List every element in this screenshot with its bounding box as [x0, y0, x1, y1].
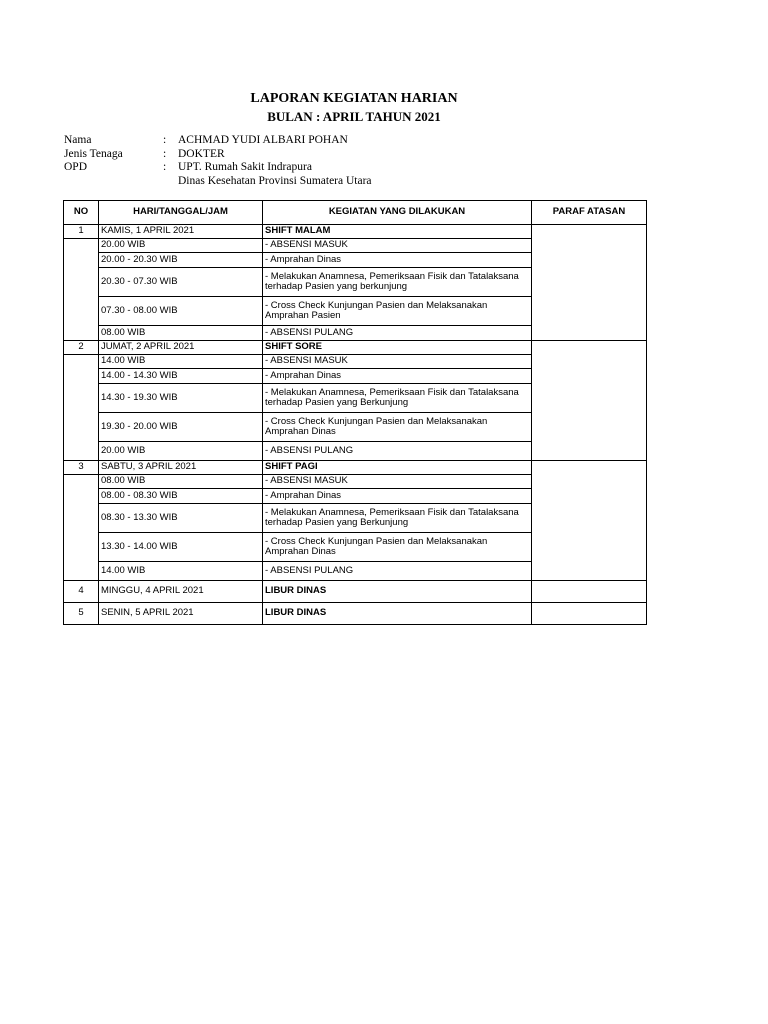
row-time: 20.00 WIB: [99, 442, 263, 461]
row-number: 1: [64, 225, 99, 239]
row-activity: - Cross Check Kunjungan Pasien dan Melaksanakan Amprahan Dinas: [263, 533, 532, 562]
signature-cell: [532, 225, 647, 341]
info-value: ACHMAD YUDI ALBARI POHAN: [178, 134, 348, 146]
table-row: [64, 341, 647, 355]
row-activity: - Melakukan Anamnesa, Pemeriksaan Fisik dan Tatalaksana terhadap Pasien yang berkunjung: [263, 268, 532, 297]
row-time: 08.00 - 08.30 WIB: [99, 489, 263, 504]
info-label: Nama: [64, 134, 92, 146]
row-time: 20.00 WIB: [99, 239, 263, 253]
row-activity: - ABSENSI PULANG: [263, 442, 532, 461]
signature-cell: [532, 581, 647, 603]
row-number-blank: [64, 475, 99, 581]
row-number: 4: [64, 581, 99, 603]
row-time: 07.30 - 08.00 WIB: [99, 297, 263, 326]
row-activity: - Amprahan Dinas: [263, 489, 532, 504]
row-activity: - ABSENSI PULANG: [263, 326, 532, 341]
row-time: 08.00 WIB: [99, 475, 263, 489]
row-activity: - Amprahan Dinas: [263, 253, 532, 268]
row-number-blank: [64, 239, 99, 341]
column-header-no: NO: [64, 201, 99, 225]
row-time: 08.00 WIB: [99, 326, 263, 341]
signature-cell: [532, 461, 647, 581]
row-activity: - Cross Check Kunjungan Pasien dan Melaksanakan Amprahan Pasien: [263, 297, 532, 326]
row-shift: SHIFT MALAM: [263, 225, 532, 239]
info-label: Jenis Tenaga: [64, 147, 123, 160]
row-time: 14.00 - 14.30 WIB: [99, 369, 263, 384]
row-shift: SHIFT SORE: [263, 341, 532, 355]
row-number: 5: [64, 603, 99, 625]
row-time: 19.30 - 20.00 WIB: [99, 413, 263, 442]
info-value: UPT. Rumah Sakit Indrapura: [178, 161, 312, 173]
row-time: 08.30 - 13.30 WIB: [99, 504, 263, 533]
row-activity: - ABSENSI PULANG: [263, 562, 532, 581]
info-value: DOKTER: [178, 147, 225, 160]
row-date: JUMAT, 2 APRIL 2021: [99, 341, 263, 355]
row-number-blank: [64, 355, 99, 461]
row-shift: LIBUR DINAS: [263, 581, 532, 603]
table-header-row: [64, 201, 647, 225]
row-activity: - ABSENSI MASUK: [263, 355, 532, 369]
row-date: SENIN, 5 APRIL 2021: [99, 603, 263, 625]
row-date: KAMIS, 1 APRIL 2021: [99, 225, 263, 239]
report-title: LAPORAN KEGIATAN HARIAN: [250, 91, 458, 106]
row-activity: - ABSENSI MASUK: [263, 475, 532, 489]
row-shift: LIBUR DINAS: [263, 603, 532, 625]
row-activity: - Melakukan Anamnesa, Pemeriksaan Fisik dan Tatalaksana terhadap Pasien yang Berkunjung: [263, 504, 532, 533]
row-number: 3: [64, 461, 99, 475]
table-row: [64, 581, 647, 603]
info-value: Dinas Kesehatan Provinsi Sumatera Utara: [178, 174, 372, 187]
info-separator: :: [163, 161, 167, 173]
row-activity: - Melakukan Anamnesa, Pemeriksaan Fisik dan Tatalaksana terhadap Pasien yang Berkunjung: [263, 384, 532, 413]
column-header-activity: KEGIATAN YANG DILAKUKAN: [263, 201, 532, 225]
row-date: SABTU, 3 APRIL 2021: [99, 461, 263, 475]
column-header-date: HARI/TANGGAL/JAM: [99, 201, 263, 225]
row-date: MINGGU, 4 APRIL 2021: [99, 581, 263, 603]
table-row: [64, 225, 647, 239]
row-time: 20.00 - 20.30 WIB: [99, 253, 263, 268]
table-row: [64, 603, 647, 625]
column-header-signature: PARAF ATASAN: [532, 201, 647, 225]
info-label: OPD: [64, 161, 88, 173]
row-activity: - Cross Check Kunjungan Pasien dan Melaksanakan Amprahan Dinas: [263, 413, 532, 442]
row-activity: - Amprahan Dinas: [263, 369, 532, 384]
signature-cell: [532, 341, 647, 461]
activity-table: [63, 200, 647, 625]
table-row: [64, 461, 647, 475]
row-time: 20.30 - 07.30 WIB: [99, 268, 263, 297]
report-subtitle: BULAN : APRIL TAHUN 2021: [267, 109, 441, 124]
info-separator: :: [163, 147, 167, 160]
row-activity: - ABSENSI MASUK: [263, 239, 532, 253]
signature-cell: [532, 603, 647, 625]
row-time: 14.00 WIB: [99, 355, 263, 369]
row-shift: SHIFT PAGI: [263, 461, 532, 475]
row-time: 14.30 - 19.30 WIB: [99, 384, 263, 413]
row-time: 13.30 - 14.00 WIB: [99, 533, 263, 562]
info-separator: :: [163, 134, 167, 146]
row-number: 2: [64, 341, 99, 355]
row-time: 14.00 WIB: [99, 562, 263, 581]
